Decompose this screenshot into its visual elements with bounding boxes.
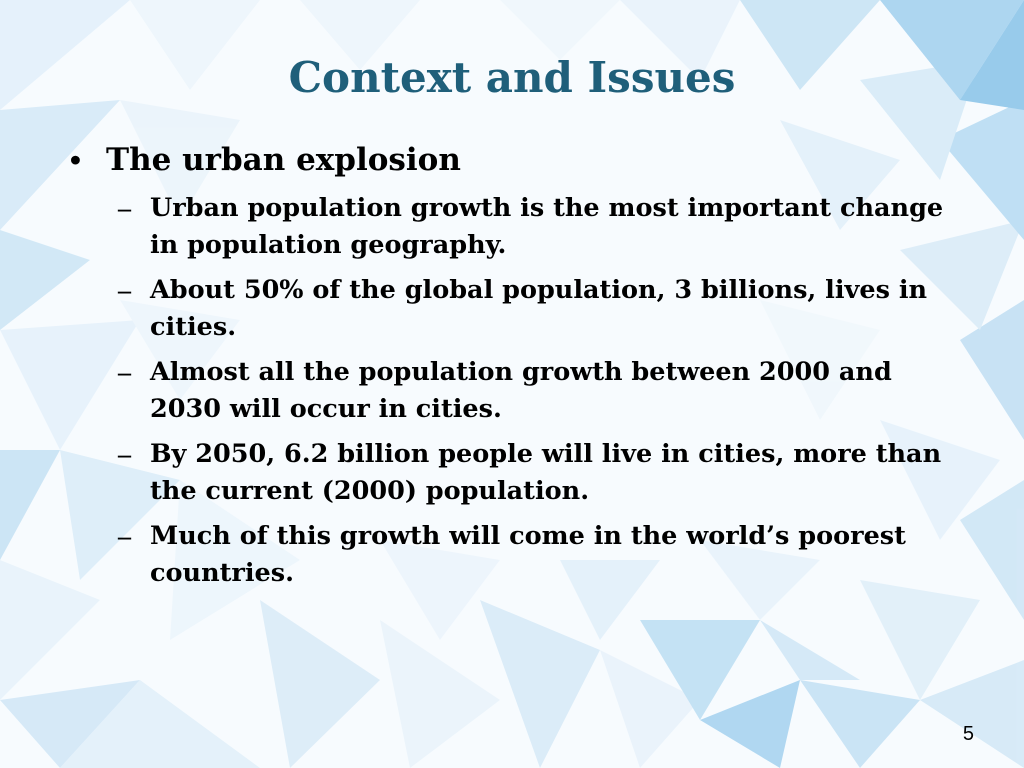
sub-bullet-item <box>118 190 968 264</box>
main-bullet-text: The urban explosion <box>106 142 461 178</box>
sub-bullet-text: About 50% of the global population, 3 billions, lives in cities. <box>150 275 928 342</box>
sub-bullet-text: Almost all the population growth between 2000 and 2030 will occur in cities. <box>150 357 892 424</box>
sub-bullet-item <box>118 436 968 510</box>
dash-marker: – <box>118 440 131 469</box>
page-number: 5 <box>962 723 974 745</box>
bullet-marker: • <box>70 142 81 177</box>
slide-title: Context and Issues <box>288 53 736 102</box>
sub-bullet-item <box>118 272 968 346</box>
dash-marker: – <box>118 194 131 223</box>
dash-marker: – <box>118 276 131 305</box>
sub-bullet-text: By 2050, 6.2 billion people will live in cities, more than the current (2000) population. <box>150 439 942 506</box>
sub-bullet-list <box>118 190 968 600</box>
sub-bullet-item <box>118 518 968 592</box>
dash-marker: – <box>118 522 131 551</box>
dash-marker: – <box>118 358 131 387</box>
sub-bullet-text: Urban population growth is the most important change in population geography. <box>150 193 944 260</box>
main-bullet <box>70 138 461 182</box>
sub-bullet-item <box>118 354 968 428</box>
sub-bullet-text: Much of this growth will come in the world’s poorest countries. <box>150 521 906 588</box>
